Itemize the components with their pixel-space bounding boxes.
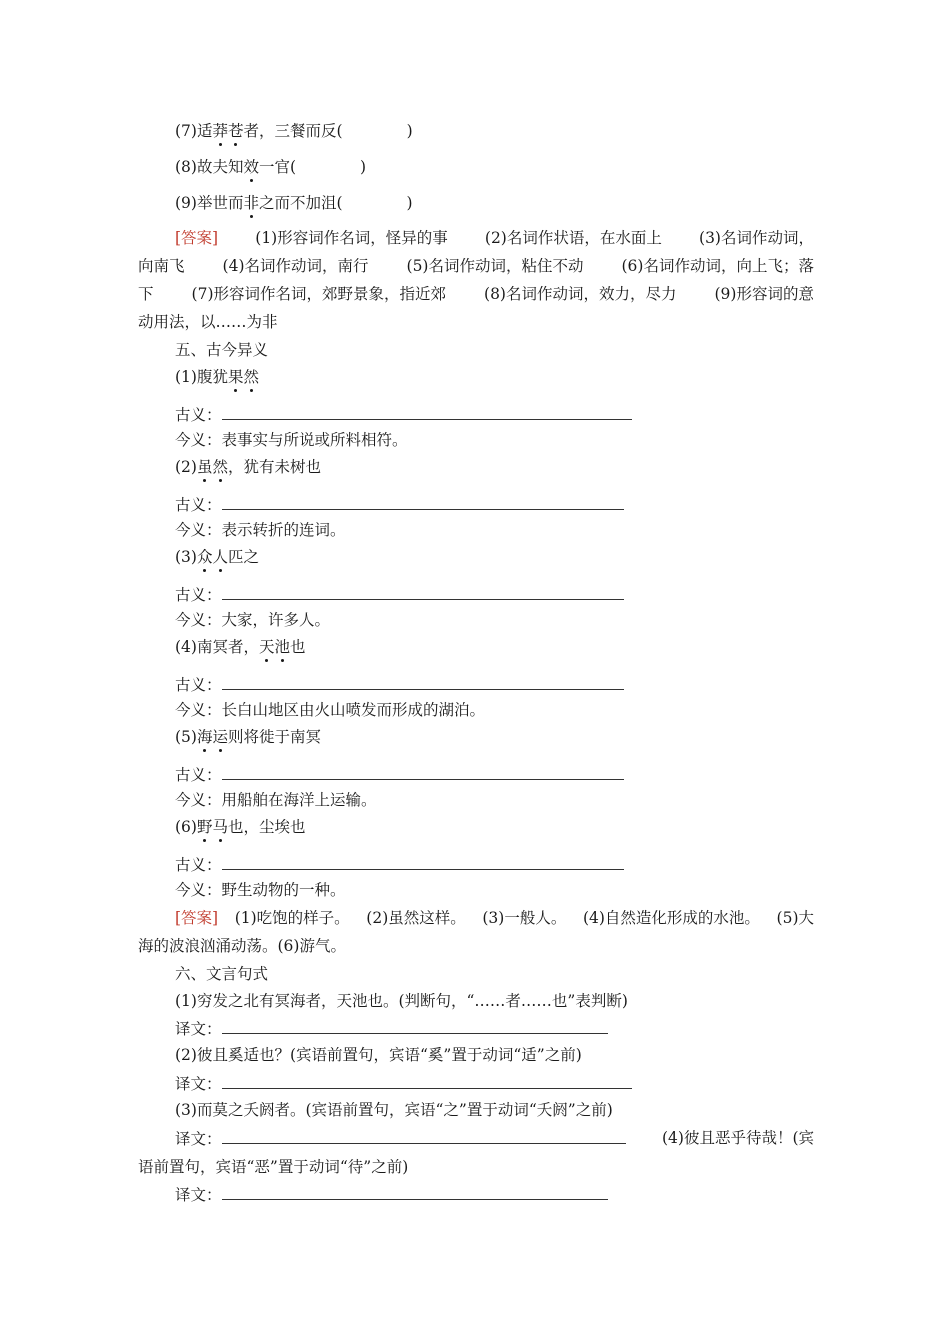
q9-text: (9)举世而	[175, 194, 244, 212]
term-text: (6)	[175, 818, 197, 836]
modern-meaning-row	[175, 430, 408, 450]
sentence-4: (4)彼且恶乎待哉！(宾	[661, 1129, 814, 1147]
label-translation: 译文：	[175, 1130, 222, 1148]
fill-blank[interactable]	[222, 1128, 626, 1144]
answer-line	[138, 256, 814, 276]
term-text: (5)	[175, 728, 197, 746]
q7-text: (7)适	[175, 122, 213, 140]
dotted-char: 运	[212, 728, 228, 746]
wrapped-line	[138, 1128, 814, 1149]
fill-blank[interactable]	[222, 494, 624, 510]
dotted-char: 海	[196, 728, 213, 746]
term-item	[175, 457, 321, 477]
dotted-char: 虽	[196, 458, 213, 476]
modern-meaning: 用船舶在海洋上运输。	[221, 791, 377, 809]
translation-row	[175, 1018, 608, 1039]
answer-item: (8)名词作动词，效力，尽力	[484, 285, 677, 303]
q9-text: 之而不加沮(	[258, 194, 343, 212]
answer-item: (4)名词作动词，南行	[222, 257, 369, 275]
sentence-1: (1)穷发之北有冥海者，天池也。(判断句，“……者……也”表判断)	[175, 992, 628, 1010]
translation-row	[175, 1184, 608, 1205]
answer-tag: [答案]	[175, 909, 219, 927]
term-item	[175, 367, 259, 387]
answer-line	[138, 228, 814, 248]
ancient-meaning-row	[175, 854, 624, 875]
fill-blank[interactable]	[222, 1184, 608, 1200]
answer-item: (7)形容词作名词，郊野景象，指近郊	[191, 285, 446, 303]
ancient-meaning-row	[175, 584, 624, 605]
answer-item: (1)形容词作名词，怪异的事	[255, 229, 448, 247]
fill-blank[interactable]	[222, 584, 624, 600]
sentence-3: (3)而莫之夭阏者。(宾语前置句，宾语“之”置于动词“夭阏”之前)	[175, 1101, 613, 1119]
dotted-char: 人	[212, 548, 228, 566]
term-text: 匹之	[228, 548, 260, 566]
modern-meaning: 野生动物的一种。	[221, 881, 346, 899]
label-ancient: 古义：	[175, 406, 222, 424]
dotted-char: 然	[212, 458, 228, 476]
paren-close: )	[406, 194, 413, 212]
fill-blank[interactable]	[222, 1018, 608, 1034]
dotted-char: 野	[196, 818, 213, 836]
label-ancient: 古义：	[175, 856, 222, 874]
answer-item: (2)名词作状语，在水面上	[484, 229, 662, 247]
term-text: 也，尘埃也	[228, 818, 306, 836]
answer-item: 向南飞	[138, 257, 185, 275]
modern-meaning-row	[175, 610, 330, 630]
label-translation: 译文：	[175, 1186, 222, 1204]
label-modern: 今义：	[175, 701, 222, 719]
question-7	[175, 121, 413, 141]
modern-meaning: 长白山地区由火山喷发而形成的湖泊。	[221, 701, 486, 719]
answer-line	[138, 284, 814, 304]
dotted-char: 效	[243, 158, 259, 176]
dotted-char: 非	[243, 194, 259, 212]
dotted-char: 果	[227, 368, 244, 386]
term-text: (3)	[175, 548, 197, 566]
question-9	[175, 193, 413, 213]
modern-meaning: 表示转折的连词。	[221, 521, 346, 539]
label-translation: 译文：	[175, 1075, 222, 1093]
label-ancient: 古义：	[175, 496, 222, 514]
answer-line	[138, 908, 814, 928]
section-heading-6: 六、文言句式	[175, 965, 269, 983]
dotted-char: 莽	[212, 122, 228, 140]
term-item	[175, 817, 306, 837]
answer-item: (2)虽然这样。	[366, 909, 466, 927]
label-modern: 今义：	[175, 521, 222, 539]
question-8	[175, 157, 366, 177]
label-modern: 今义：	[175, 791, 222, 809]
q8-text: 一官(	[258, 158, 297, 176]
term-text: (1)腹犹	[175, 368, 228, 386]
answer-tag: [答案]	[175, 229, 219, 247]
label-ancient: 古义：	[175, 676, 222, 694]
term-text: 则将徙于南冥	[228, 728, 322, 746]
modern-meaning: 大家，许多人。	[221, 611, 331, 629]
paren-close: )	[406, 122, 413, 140]
fill-blank[interactable]	[222, 404, 632, 420]
dotted-char: 马	[212, 818, 228, 836]
dotted-char: 众	[196, 548, 213, 566]
translation-group	[175, 1128, 626, 1149]
dotted-char: 然	[243, 368, 259, 386]
term-text: ，犹有未树也	[228, 458, 322, 476]
answer-item: (5)大	[776, 909, 814, 927]
fill-blank[interactable]	[222, 674, 624, 690]
fill-blank[interactable]	[222, 854, 624, 870]
paren-close: )	[360, 158, 367, 176]
q8-text: (8)故夫知	[175, 158, 244, 176]
fill-blank[interactable]	[222, 1073, 632, 1089]
ancient-meaning-row	[175, 764, 624, 785]
fill-blank[interactable]	[222, 764, 624, 780]
ancient-meaning-row	[175, 494, 624, 515]
answer-item: 下	[138, 285, 154, 303]
sentence-4-cont: 语前置句，宾语“恶”置于动词“待”之前)	[138, 1158, 409, 1176]
modern-meaning-row	[175, 520, 346, 540]
sentence-2: (2)彼且奚适也？(宾语前置句，宾语“奚”置于动词“适”之前)	[175, 1046, 582, 1064]
modern-meaning-row	[175, 700, 485, 720]
label-ancient: 古义：	[175, 586, 222, 604]
label-modern: 今义：	[175, 611, 222, 629]
dotted-char: 苍	[227, 122, 244, 140]
ancient-meaning-row	[175, 674, 624, 695]
term-text: 也	[290, 638, 306, 656]
section-heading-5: 五、古今异义	[175, 341, 269, 359]
label-modern: 今义：	[175, 431, 222, 449]
answer-block-4	[138, 228, 814, 332]
label-translation: 译文：	[175, 1020, 222, 1038]
label-modern: 今义：	[175, 881, 222, 899]
answer-item: (6)名词作动词，向上飞；落	[621, 257, 814, 275]
term-item	[175, 547, 259, 567]
label-ancient: 古义：	[175, 766, 222, 784]
answer-block-5	[138, 908, 814, 956]
ancient-meaning-row	[175, 404, 632, 425]
answer-item: (3)一般人。	[482, 909, 567, 927]
answer-item: (3)名词作动词，	[699, 229, 814, 247]
answer-item: (1)吃饱的样子。	[234, 909, 350, 927]
answer-item: (4)自然造化形成的水池。	[582, 909, 760, 927]
answer-line: 海的波浪汹涌动荡。(6)游气。	[138, 937, 346, 955]
answer-item: (9)形容词的意	[714, 285, 814, 303]
dotted-char: 天	[258, 638, 275, 656]
dotted-char: 池	[274, 638, 290, 656]
modern-meaning-row	[175, 790, 377, 810]
term-item	[175, 637, 306, 657]
translation-row	[175, 1073, 632, 1094]
term-item	[175, 727, 321, 747]
modern-meaning-row	[175, 880, 346, 900]
answer-line: 动用法，以……为非	[138, 313, 278, 331]
modern-meaning: 表事实与所说或所料相符。	[221, 431, 408, 449]
q7-text: 者，三餐而反(	[243, 122, 343, 140]
term-text: (4)南冥者，	[175, 638, 259, 656]
translation-row-with-sentence-4	[138, 1128, 814, 1177]
term-text: (2)	[175, 458, 197, 476]
answer-item: (5)名词作动词，粘住不动	[406, 257, 584, 275]
